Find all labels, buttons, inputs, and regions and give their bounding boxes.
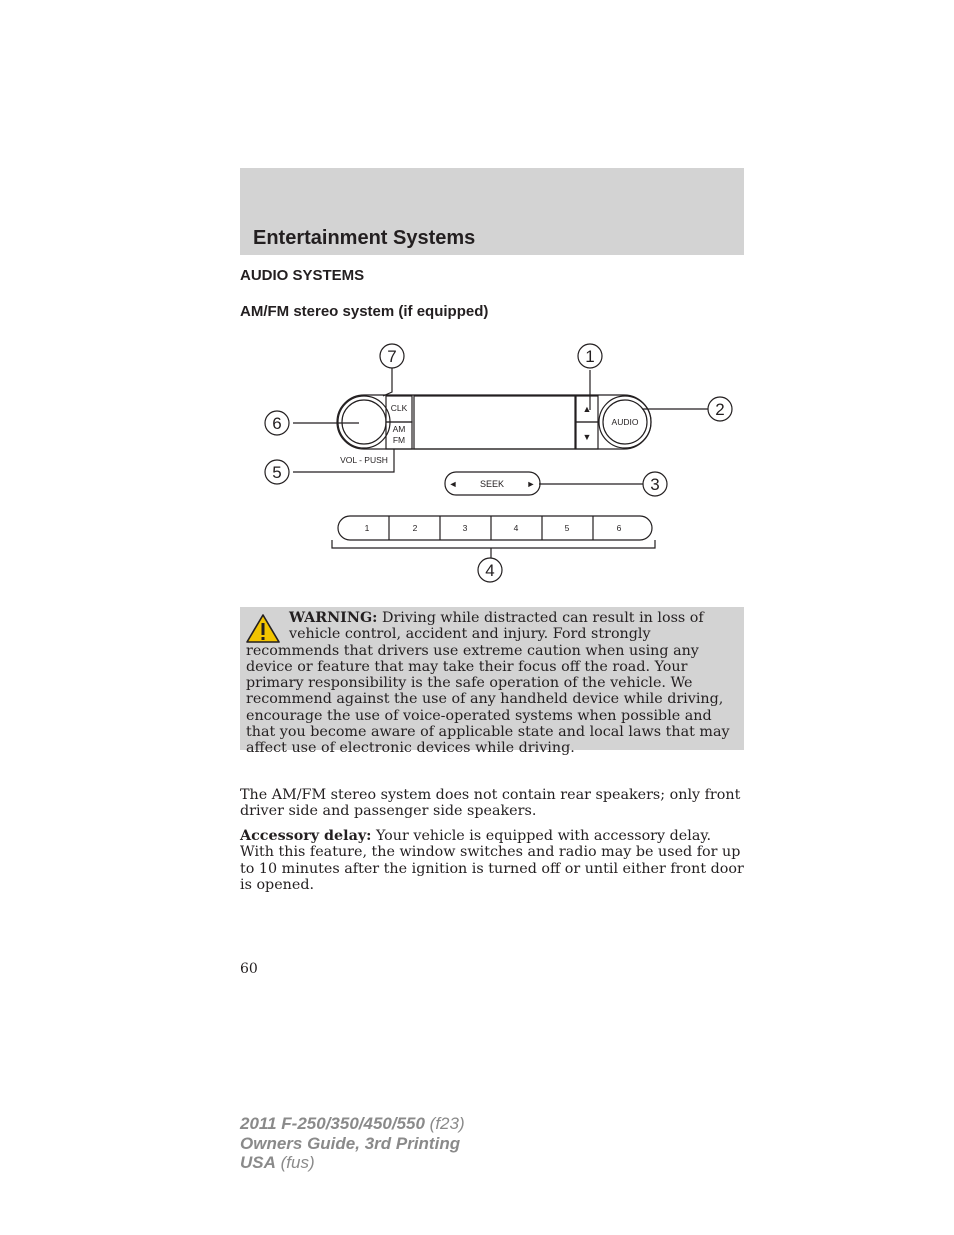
preset-1-label: 1 bbox=[364, 523, 370, 533]
fm-label: FM bbox=[392, 435, 406, 445]
callout-7-label: 7 bbox=[387, 347, 397, 366]
paragraph-accessory-delay bbox=[240, 828, 744, 893]
callout-2-label: 2 bbox=[715, 400, 725, 419]
callout-4-label: 4 bbox=[485, 561, 495, 580]
clk-label: CLK bbox=[390, 403, 408, 413]
seek-right-icon: ► bbox=[526, 479, 536, 489]
warning-box bbox=[240, 607, 744, 757]
seek-left-icon: ◄ bbox=[448, 479, 458, 489]
preset-6-label: 6 bbox=[616, 523, 622, 533]
footer-line-2 bbox=[240, 1134, 465, 1154]
warning-body: Driving while distracted can result in loss of vehicle control, accident and injury. Ford strongly recommends that drivers use extreme caution when using any device or feature that may take their focus off the road. Your primary responsibility is the safe operation of the vehicle. We recommend against the use of any handheld device while driving, encourage the use of voice-operated systems when possible and that you become aware of applicable state and local laws that may affect use of electronic devices while driving. bbox=[246, 610, 730, 757]
section-title: Entertainment Systems bbox=[253, 227, 476, 249]
footer-guide: Owners Guide, 3rd Printing bbox=[240, 1133, 461, 1153]
display-screen bbox=[414, 396, 575, 449]
warning-label: WARNING: bbox=[289, 610, 378, 626]
footer-line-3 bbox=[240, 1153, 465, 1173]
accessory-delay-text: Your vehicle is equipped with accessory delay. With this feature, the window switches and radio may be used for up to 10 minutes after the ignition is turned off or until either front door is opened. bbox=[240, 828, 744, 893]
callout-1-label: 1 bbox=[585, 347, 595, 366]
am-label: AM bbox=[392, 424, 406, 434]
accessory-delay-label: Accessory delay: bbox=[240, 828, 372, 844]
preset-4-label: 4 bbox=[513, 523, 519, 533]
page-number: 60 bbox=[240, 961, 258, 977]
preset-2-label: 2 bbox=[412, 523, 418, 533]
footer-model: 2011 F-250/350/450/550 bbox=[240, 1114, 425, 1133]
volume-knob-outer bbox=[338, 396, 390, 448]
callout-3-label: 3 bbox=[650, 475, 660, 494]
paragraph-speakers: The AM/FM stereo system does not contain rear speakers; only front driver side and passenger side speakers. bbox=[240, 787, 741, 820]
vol-push-label: VOL - PUSH bbox=[340, 455, 388, 465]
preset-5-label: 5 bbox=[564, 523, 570, 533]
preset-bar bbox=[338, 516, 652, 540]
footer-market-code: (fus) bbox=[275, 1153, 315, 1172]
heading-audio-systems: AUDIO SYSTEMS bbox=[240, 267, 365, 284]
heading-am-fm-stereo: AM/FM stereo system (if equipped) bbox=[240, 303, 489, 320]
callout-6-label: 6 bbox=[272, 414, 282, 433]
seek-label: SEEK bbox=[479, 479, 505, 489]
footer-line-1 bbox=[240, 1114, 465, 1134]
volume-knob-inner bbox=[342, 400, 386, 444]
audio-label: AUDIO bbox=[611, 417, 639, 427]
document-footer bbox=[240, 1114, 465, 1173]
callout-5-label: 5 bbox=[272, 463, 282, 482]
preset-3-label: 3 bbox=[462, 523, 468, 533]
warning-text bbox=[246, 610, 738, 757]
footer-market: USA bbox=[240, 1153, 276, 1172]
radio-faceplate bbox=[337, 395, 651, 449]
tune-down-icon: ▼ bbox=[582, 432, 592, 442]
tune-up-icon: ▲ bbox=[582, 404, 592, 414]
radio-diagram bbox=[255, 336, 745, 590]
footer-model-code: (f23) bbox=[424, 1114, 465, 1133]
